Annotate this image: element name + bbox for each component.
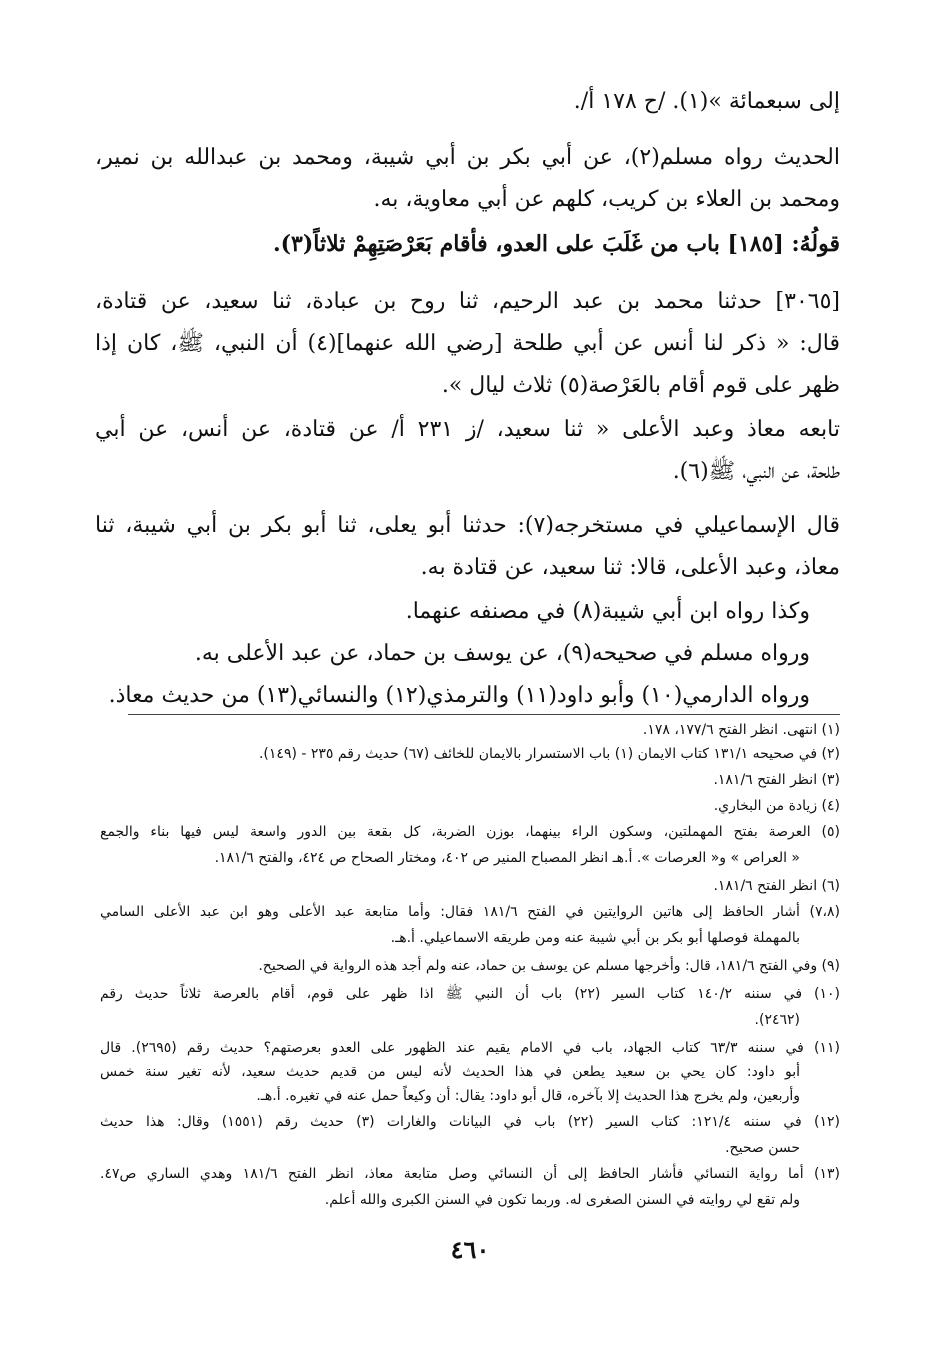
footnote-line: (٩) وفي الفتح ١٨١/٦، قال: وأخرجها مسلم عن يوسف بن حماد، عنه ولم أجد هذه الرواية في الصحيح.: [258, 958, 840, 974]
footnote-line: أبو داود: كان يحي بن سعيد يطعن في هذا الحديث لأنه ليس من قديم حديث سعيد، لأنه تغير سنة خمس: [100, 1064, 800, 1080]
footnote-line: (٥) العرصة بفتح المهملتين، وسكون الراء بينهما، بوزن الضربة، كل بقعة بين الدور واسعة ليس فيها بناء والجمع: [100, 824, 840, 840]
main-text-line: وكذا رواه ابن أبي شيبة(٨) في مصنفه عنهما.: [405, 599, 810, 624]
chapter-heading: قولُهُ: [١٨٥] باب من غَلَبَ على العدو، فأقام بَعَرْصَتِهِمْ ثلاثاً(٣).: [272, 231, 840, 257]
main-text-line: تابعه معاذ وعبد الأعلى « ثنا سعيد، /ز ٢٣١ أ/ عن قتادة، عن أنس، عن أبي: [95, 417, 840, 442]
main-text-line: الحديث رواه مسلم(٢)، عن أبي بكر بن أبي شيبة، ومحمد بن عبدالله بن نمير،: [95, 145, 840, 170]
main-text-line: ورواه الدارمي(١٠) وأبو داود(١١) والترمذي(١٢) والنسائي(١٣) من حديث معاذ.: [108, 683, 810, 708]
main-text-line: قال: « ذكر لنا أنس عن أبي طلحة [رضي الله عنهما](٤) أن النبي، ﷺ، كان إذا: [95, 331, 840, 356]
main-text-line: [٣٠٦٥] حدثنا محمد بن عبد الرحيم، ثنا روح بن عبادة، ثنا سعيد، عن قتادة،: [95, 289, 840, 314]
footnote-line: (١) انتهى. انظر الفتح ١٧٧/٦، ١٧٨.: [642, 722, 840, 738]
footnote-line: « العراص » و« العرصات ». أ.هـ انظر المصباح المنير ص ٤٠٢، ومختار الصحاح ص ٤٢٤، والفتح ١٨١/٦.: [214, 850, 800, 866]
footnote-line: ولم تقع لي روايته في السنن الصغرى له. وربما تكون في السنن الكبرى والله أعلم.: [324, 1192, 800, 1208]
main-text-line: قال الإسماعيلي في مستخرجه(٧): حدثنا أبو يعلى، ثنا أبو بكر بن أبي شيبة، ثنا: [95, 513, 840, 538]
footnote-line: (١١) في سننه ٦٣/٣ كتاب الجهاد، باب في الامام يقيم عند الظهور على العدو بعرصتهم؟ حديث رقم (٢٦٩٥). قال: [100, 1040, 841, 1056]
footnote-line: وأربعين، ولم يخرج هذا الحديث إلا بآخره، قال أبو داود: يقال: أن وكيعاً حمل عنه في تغيره. أ.هـ.: [256, 1088, 800, 1104]
footnote-separator: [128, 714, 840, 715]
main-text-line: معاذ، وعبد الأعلى، قالا: ثنا سعيد، عن قتادة به.: [420, 555, 840, 580]
footnote-line: (٣) انظر الفتح ١٨١/٦.: [713, 772, 840, 788]
footnote-line: (١٠) في سننه ١٤٠/٢ كتاب السير (٢٢) باب أن النبي ﷺ اذا ظهر على قوم، أقام بالعرصة ثلاثاً حديث رقم: [100, 986, 841, 1002]
main-text-line: ومحمد بن العلاء بن كريب، كلهم عن أبي معاوية، به.: [373, 187, 840, 212]
footnote-line: (٢) في صحيحه ١٣١/١ كتاب الايمان (١) باب الاستسرار بالايمان للخائف (٦٧) حديث رقم ٢٣٥ - (١٤٩).: [258, 746, 840, 762]
footnote-line: (١٢) في سننه ١٢١/٤: كتاب السير (٢٢) باب في البيانات والغارات (٣) حديث رقم (١٥٥١) وقال: هذا حديث: [100, 1114, 841, 1130]
main-text-line: طلحة، عن النبي، ﷺ(٦).: [672, 459, 840, 484]
footnote-line: (٢٤٦٢).: [754, 1012, 800, 1028]
footnote-line: (١٣) أما رواية النسائي فأشار الحافظ إلى أن النسائي وصل متابعة معاذ، انظر الفتح ١٨١/٦ وهدي الساري ص٤٧.: [100, 1166, 841, 1182]
footnote-line: (٦) انظر الفتح ١٨١/٦.: [713, 878, 840, 894]
footnote-line: (٤) زيادة من البخاري.: [713, 798, 840, 814]
footnote-line: (٧،٨) أشار الحافظ إلى هاتين الروايتين في الفتح ١٨١/٦ فقال: وأما متابعة عبد الأعلى وهو ابن عبد الأعلى السامي: [100, 904, 841, 920]
footnote-line: بالمهملة فوصلها أبو بكر بن أبي شيبة عنه ومن طريقه الاسماعيلي. أ.هـ.: [390, 930, 800, 946]
main-text-line: ظهر على قوم أقام بالعَرْصة(٥) ثلاث ليال ».: [441, 373, 840, 398]
main-text-line: إلى سبعمائة »(١). /ح ١٧٨ أ/.: [573, 89, 840, 114]
main-text-line: ورواه مسلم في صحيحه(٩)، عن يوسف بن حماد، عن عبد الأعلى به.: [194, 641, 810, 666]
page-number: ٤٦٠: [450, 1235, 490, 1264]
footnote-line: حسن صحيح.: [725, 1140, 800, 1156]
